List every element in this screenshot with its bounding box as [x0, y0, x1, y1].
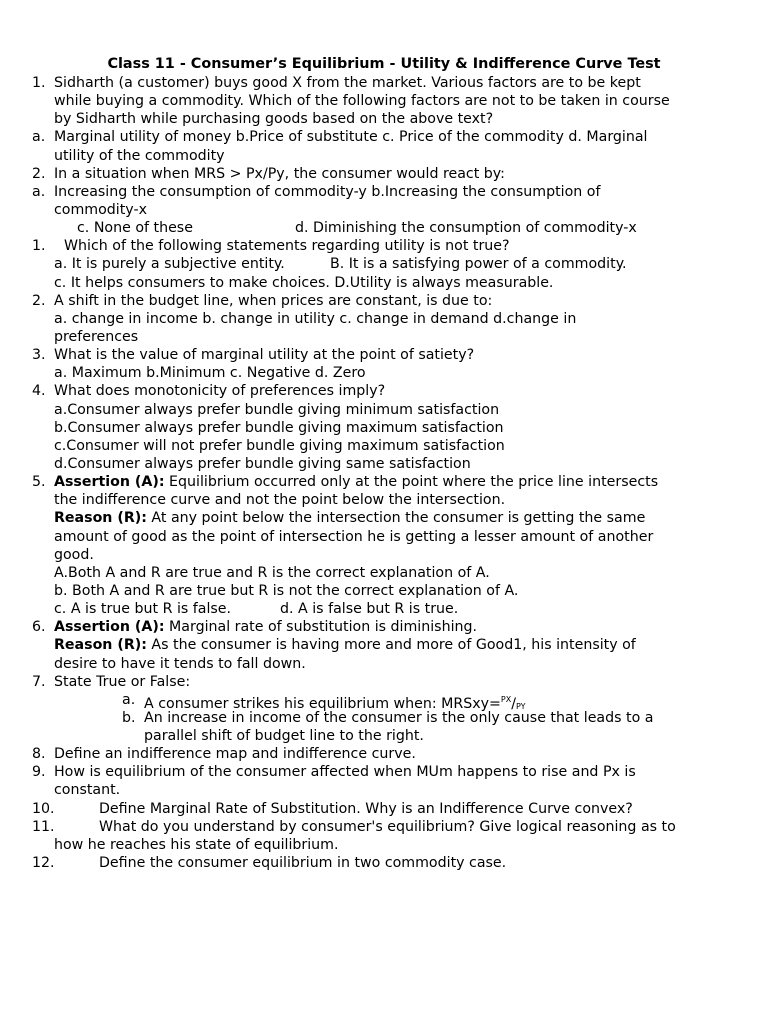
option-b: b.Consumer always prefer bundle giving maximum satisfaction [54, 419, 504, 436]
option-text: Increasing the consumption of commodity-y b.Increasing the consumption of [54, 183, 601, 200]
question-number: 1. [32, 75, 46, 91]
option-text: a. Maximum b.Minimum c. Negative d. Zero [54, 365, 366, 382]
assertion-text: Assertion (A): Equilibrium occurred only at the point where the price line intersects [54, 474, 659, 491]
reason-text: amount of good as the point of intersection he is getting a lesser amount of another [54, 528, 654, 545]
question-10 [32, 745, 722, 763]
question-text: In a situation when MRS > Px/Py, the consumer would react by: [54, 165, 505, 182]
question-text: What does monotonicity of preferences imply? [54, 383, 386, 400]
question-text: State True or False: [54, 673, 191, 690]
question-number: 9. [32, 764, 46, 781]
question-6 [32, 382, 722, 400]
question-4 [32, 292, 722, 310]
question-11 [32, 763, 722, 781]
reason-text: Reason (R): At any point below the intersection the consumer is getting the same [54, 510, 646, 527]
question-number: 6. [32, 619, 46, 636]
reason-label: Reason (R): [54, 637, 147, 654]
question-text: What do you understand by consumer's equilibrium? Give logical reasoning as to [99, 818, 676, 835]
question-8 [32, 618, 722, 636]
question-text: constant. [54, 782, 121, 799]
question-2 [32, 165, 722, 183]
reason-text: desire to have it tends to fall down. [54, 655, 306, 672]
true-false-a [32, 691, 722, 712]
question-5 [32, 346, 722, 364]
question-text: A shift in the budget line, when prices are constant, is due to: [54, 292, 493, 309]
question-3 [32, 237, 722, 255]
option-text: a. It is purely a subjective entity. [54, 256, 285, 273]
question-text: how he reaches his state of equilibrium. [54, 836, 339, 853]
option-a: A.Both A and R are true and R is the correct explanation of A. [54, 564, 490, 581]
option-d: d.Consumer always prefer bundle giving same satisfaction [54, 455, 471, 472]
reason-text: good. [54, 546, 94, 563]
question-number: 2. [32, 292, 46, 309]
question-number: 5. [32, 474, 46, 491]
question-text: Sidharth (a customer) buys good X from the market. Various factors are to be kept [54, 75, 641, 91]
question-number: 1. [32, 238, 46, 255]
sub-item-text: A consumer strikes his equilibrium when: MRSxy=$^{PX}$/PY [144, 694, 526, 712]
question-text: Define the consumer equilibrium in two commodity case. [99, 855, 507, 872]
question-text: while buying a commodity. Which of the following factors are not to be taken in course [54, 93, 670, 110]
question-number: 8. [32, 746, 46, 763]
question-12 [32, 800, 722, 818]
option-text: c. It helps consumers to make choices. D.Utility is always measurable. [54, 274, 554, 291]
sub-item-text: parallel shift of budget line to the right. [144, 728, 424, 745]
question-number: 10. [32, 800, 55, 817]
option-text: commodity-x [54, 201, 147, 218]
sub-item-text: An increase in income of the consumer is the only cause that leads to a [144, 709, 654, 726]
option-text: utility of the commodity [54, 147, 225, 164]
option-text: Marginal utility of money b.Price of substitute c. Price of the commodity d. Marginal [54, 129, 648, 146]
option-text: B. It is a satisfying power of a commodity. [330, 256, 627, 273]
question-number: 4. [32, 383, 46, 400]
question-2-options [32, 183, 722, 201]
question-number: 2. [32, 165, 46, 182]
question-1 [32, 74, 722, 92]
option-label: a. [32, 129, 46, 146]
question-13 [32, 818, 722, 836]
assertion-text: Assertion (A): Marginal rate of substitution is diminishing. [54, 619, 478, 636]
question-number: 3. [32, 347, 46, 364]
assertion-label: Assertion (A): [54, 474, 165, 491]
question-number: 12. [32, 855, 55, 872]
question-list [32, 74, 722, 872]
option-text: preferences [54, 328, 139, 345]
question-7 [32, 473, 722, 491]
option-label: a. [32, 183, 46, 200]
assertion-text: the indifference curve and not the point below the intersection. [54, 492, 506, 509]
question-text: Define Marginal Rate of Substitution. Why is an Indifference Curve convex? [99, 800, 633, 817]
question-text: by Sidharth while purchasing goods based on the above text? [54, 111, 494, 128]
question-text: Which of the following statements regarding utility is not true? [64, 238, 510, 255]
option-text: a. change in income b. change in utility c. change in demand d.change in [54, 310, 577, 327]
option-d: d. Diminishing the consumption of commodity-x [295, 220, 637, 237]
question-1-options [32, 128, 722, 146]
question-14 [32, 854, 722, 872]
question-number: 11. [32, 818, 55, 835]
option-c: c. None of these [77, 220, 193, 237]
page-title: Class 11 - Consumer’s Equilibrium - Utility & Indifference Curve Test [107, 56, 661, 72]
reason-text: Reason (R): As the consumer is having more and more of Good1, his intensity of [54, 637, 636, 654]
option-d: d. A is false but R is true. [280, 601, 459, 618]
option-c: c.Consumer will not prefer bundle giving maximum satisfaction [54, 437, 505, 454]
question-9 [32, 673, 722, 691]
question-text: What is the value of marginal utility at the point of satiety? [54, 347, 475, 364]
true-false-b [32, 709, 722, 727]
option-b: b. Both A and R are true but R is not the correct explanation of A. [54, 582, 519, 599]
question-text: How is equilibrium of the consumer affected when MUm happens to rise and Px is [54, 764, 636, 781]
reason-label: Reason (R): [54, 510, 147, 527]
sub-item-label: b. [122, 709, 136, 726]
sub-item-label: a. [122, 691, 136, 708]
option-a: a.Consumer always prefer bundle giving minimum satisfaction [54, 401, 500, 418]
option-c: c. A is true but R is false. [54, 601, 232, 618]
question-text: Define an indifference map and indifference curve. [54, 746, 416, 763]
assertion-label: Assertion (A): [54, 619, 165, 636]
question-number: 7. [32, 673, 46, 690]
